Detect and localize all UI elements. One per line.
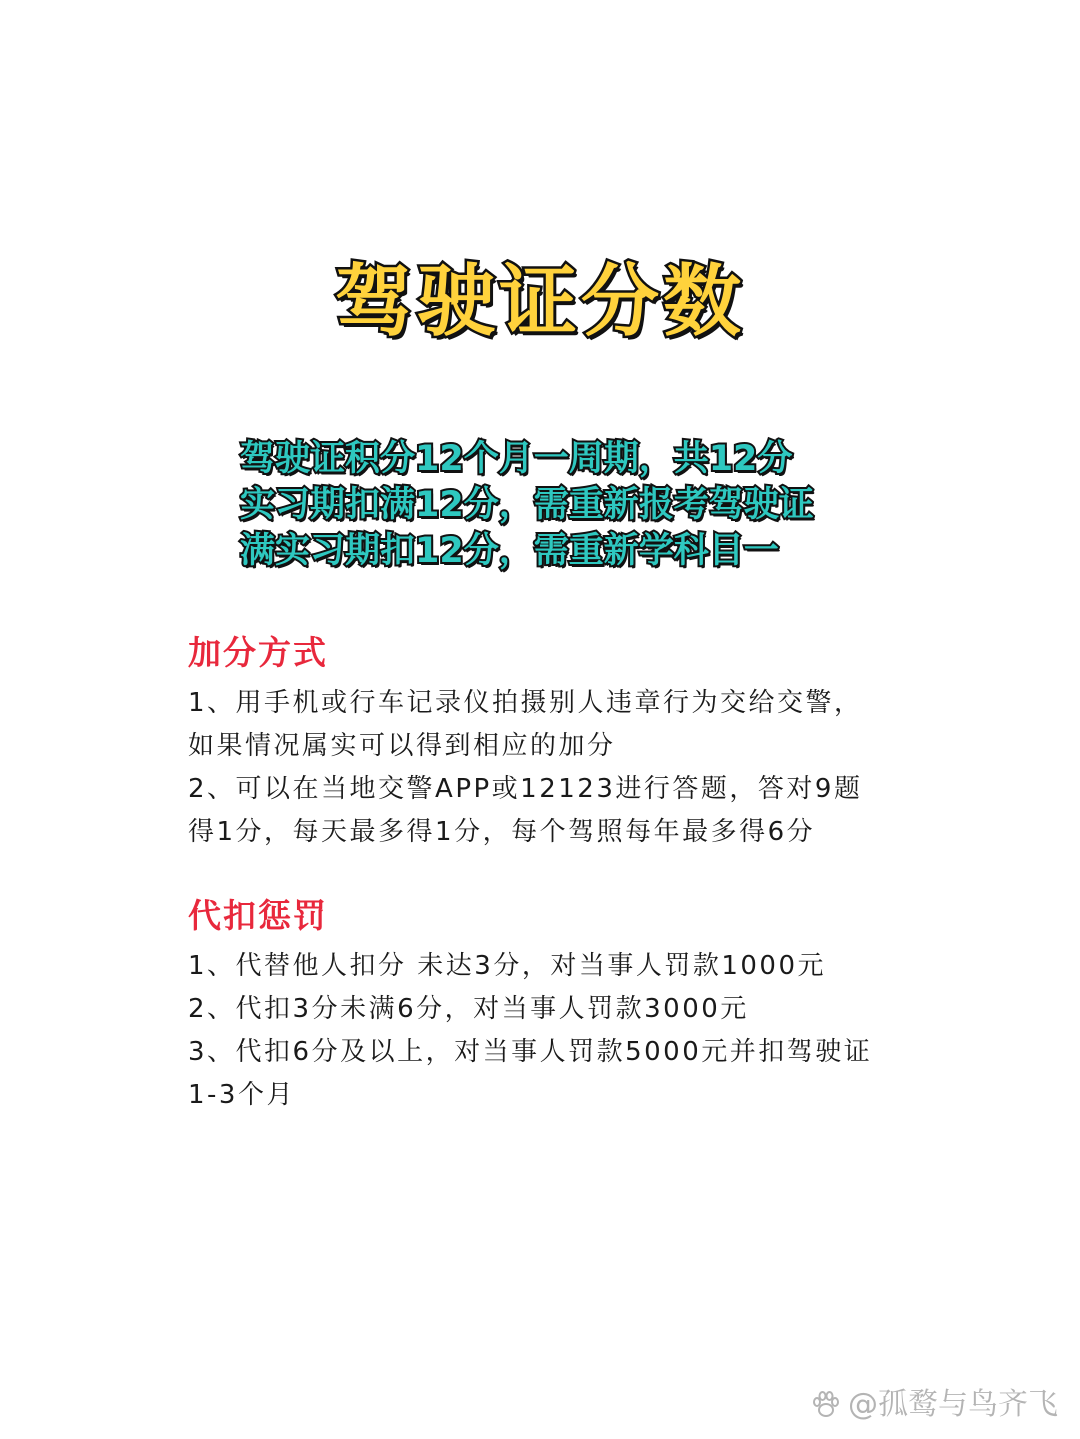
bonus-line: 得1分，每天最多得1分，每个驾照每年最多得6分 bbox=[188, 817, 816, 847]
penalty-section bbox=[188, 893, 1048, 1117]
bonus-line: 如果情况属实可以得到相应的加分 bbox=[188, 731, 616, 761]
intro-block bbox=[240, 436, 1040, 574]
watermark-text: @孤鹜与鸟齐飞 bbox=[848, 1387, 1058, 1422]
intro-line: 实习期扣满12分，需重新报考驾驶证 bbox=[240, 485, 814, 525]
page-title: 驾驶证分数 bbox=[334, 257, 745, 347]
bonus-section bbox=[188, 630, 1048, 854]
penalty-line: 2、代扣3分未满6分，对当事人罚款3000元 bbox=[188, 994, 749, 1024]
bonus-line: 1、用手机或行车记录仪拍摄别人违章行为交给交警， bbox=[188, 688, 863, 718]
watermark bbox=[810, 1385, 1058, 1425]
penalty-line: 3、代扣6分及以上，对当事人罚款5000元并扣驾驶证 bbox=[188, 1037, 873, 1067]
intro-line: 满实习期扣12分，需重新学科目一 bbox=[240, 531, 779, 571]
penalty-line: 1、代替他人扣分 未达3分，对当事人罚款1000元 bbox=[188, 951, 827, 981]
paw-icon bbox=[810, 1389, 842, 1421]
section-heading-penalty: 代扣惩罚 bbox=[188, 896, 328, 935]
penalty-line: 1-3个月 bbox=[188, 1080, 295, 1110]
intro-line: 驾驶证积分12个月一周期，共12分 bbox=[240, 439, 793, 479]
bonus-line: 2、可以在当地交警APP或12123进行答题，答对9题 bbox=[188, 774, 863, 804]
section-heading-bonus: 加分方式 bbox=[188, 633, 328, 672]
